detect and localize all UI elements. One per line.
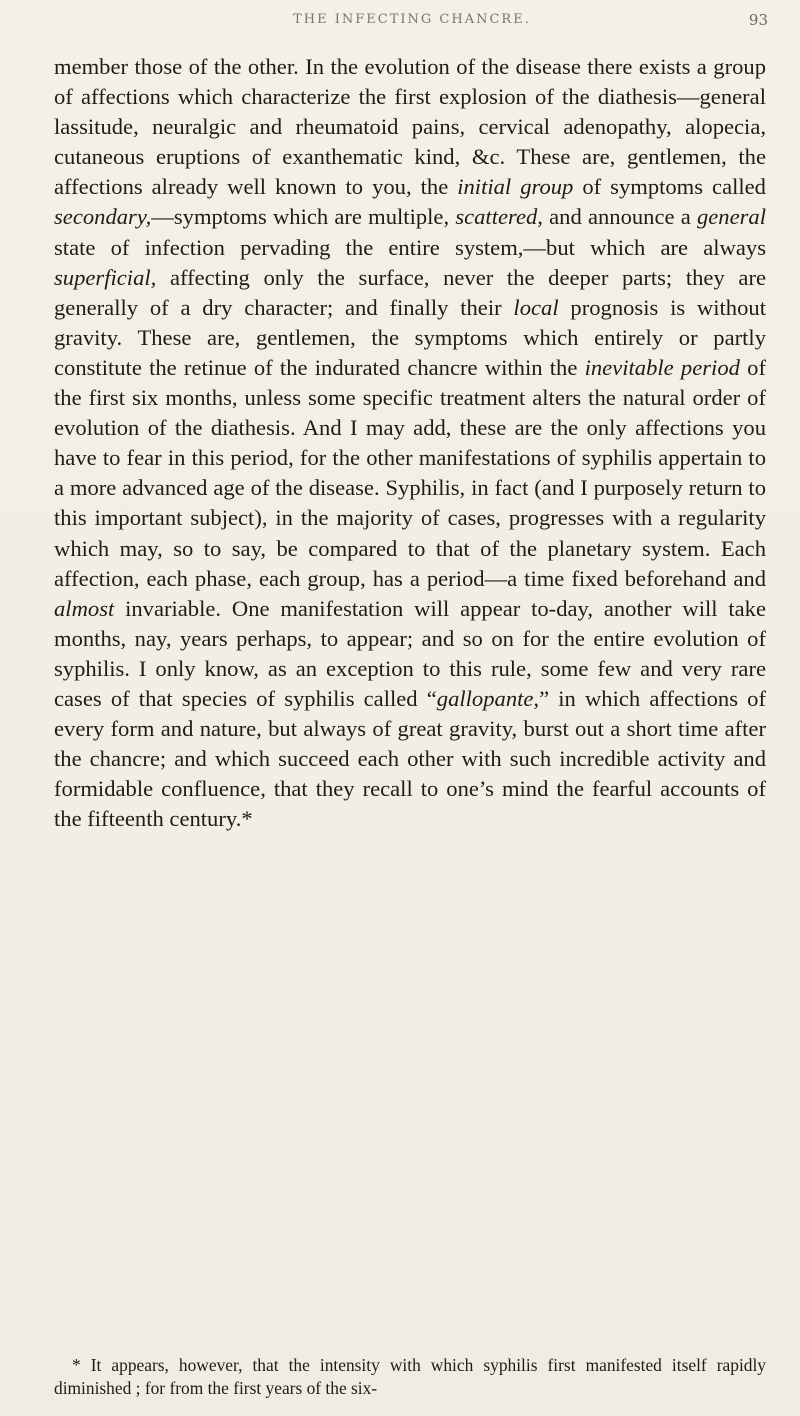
text-segment: —symptoms which are multiple,	[151, 204, 456, 230]
main-paragraph	[54, 52, 766, 834]
text-segment: state of infection pervading the entire system,—but which are always	[54, 234, 766, 260]
emphasis-gallopante: gallopante,	[436, 685, 540, 711]
emphasis-initial-group: initial group	[457, 174, 574, 200]
text-segment: and announce a	[542, 204, 697, 230]
emphasis-local: local	[513, 294, 559, 320]
text-segment: affecting only the surface, never the deeper parts; they are generally of a dry character; and finally their	[54, 264, 766, 320]
emphasis-scattered: scattered,	[455, 204, 543, 230]
text-segment: invariable. One manifestation will appear to-day, another will take months, nay, years perhaps, to appear; and so on for the entire evolution of syphilis. I only know, as an exception to this rule, some few and very rare cases of that species of syphilis called “	[54, 595, 766, 711]
footnote: * It appears, however, that the intensity with which syphilis first manifested itself rapidly diminished ; for from the first years of the six-	[54, 1355, 766, 1398]
emphasis-almost: almost	[54, 595, 115, 621]
running-head: THE INFECTING CHANCRE.	[293, 12, 531, 27]
emphasis-secondary: secondary,	[54, 204, 152, 230]
text-segment: of the first six months, unless some specific treatment alters the natural order of evolution of the diathesis. And I may add, these are the only affections you have to fear in this period, for the other manifestations of syphilis appertain to a more advanced age of the disease. Syphilis, in fact (and I purposely return to this important subject), in the majority of cases, progresses with a regularity which may, so to say, be compared to that of the planetary system. Each affection, each phase, each group, has a period—a time fixed beforehand and	[54, 354, 766, 591]
text-segment: of symptoms called	[573, 174, 766, 200]
page-number: 93	[748, 11, 768, 29]
text-segment: ” in which affections of every form and nature, but always of great gravity, burst out a short time after the chancre; and which succeed each other with such incredible activity and formidable confluence, that they recall to one’s mind the fearful accounts of the fifteenth century.*	[54, 685, 766, 832]
emphasis-inevitable-period: inevitable period	[584, 354, 740, 380]
text-segment: prognosis is without gravity. These are, gentlemen, the symptoms which entirely or partly constitute the retinue of the indurated chancre within the	[54, 294, 766, 380]
page-header	[56, 8, 768, 36]
text-segment: member those of the other. In the evolution of the disease there exists a group of affections which characterize the first explosion of the diathesis—general lassitude, neuralgic and rheumatoid pains, cervical adenopathy, alopecia, cutaneous eruptions of exanthematic kind, &c. These are, gentlemen, the affections already well known to you, the	[54, 54, 766, 200]
emphasis-superficial: superficial,	[54, 264, 157, 290]
emphasis-general: general	[696, 204, 766, 230]
